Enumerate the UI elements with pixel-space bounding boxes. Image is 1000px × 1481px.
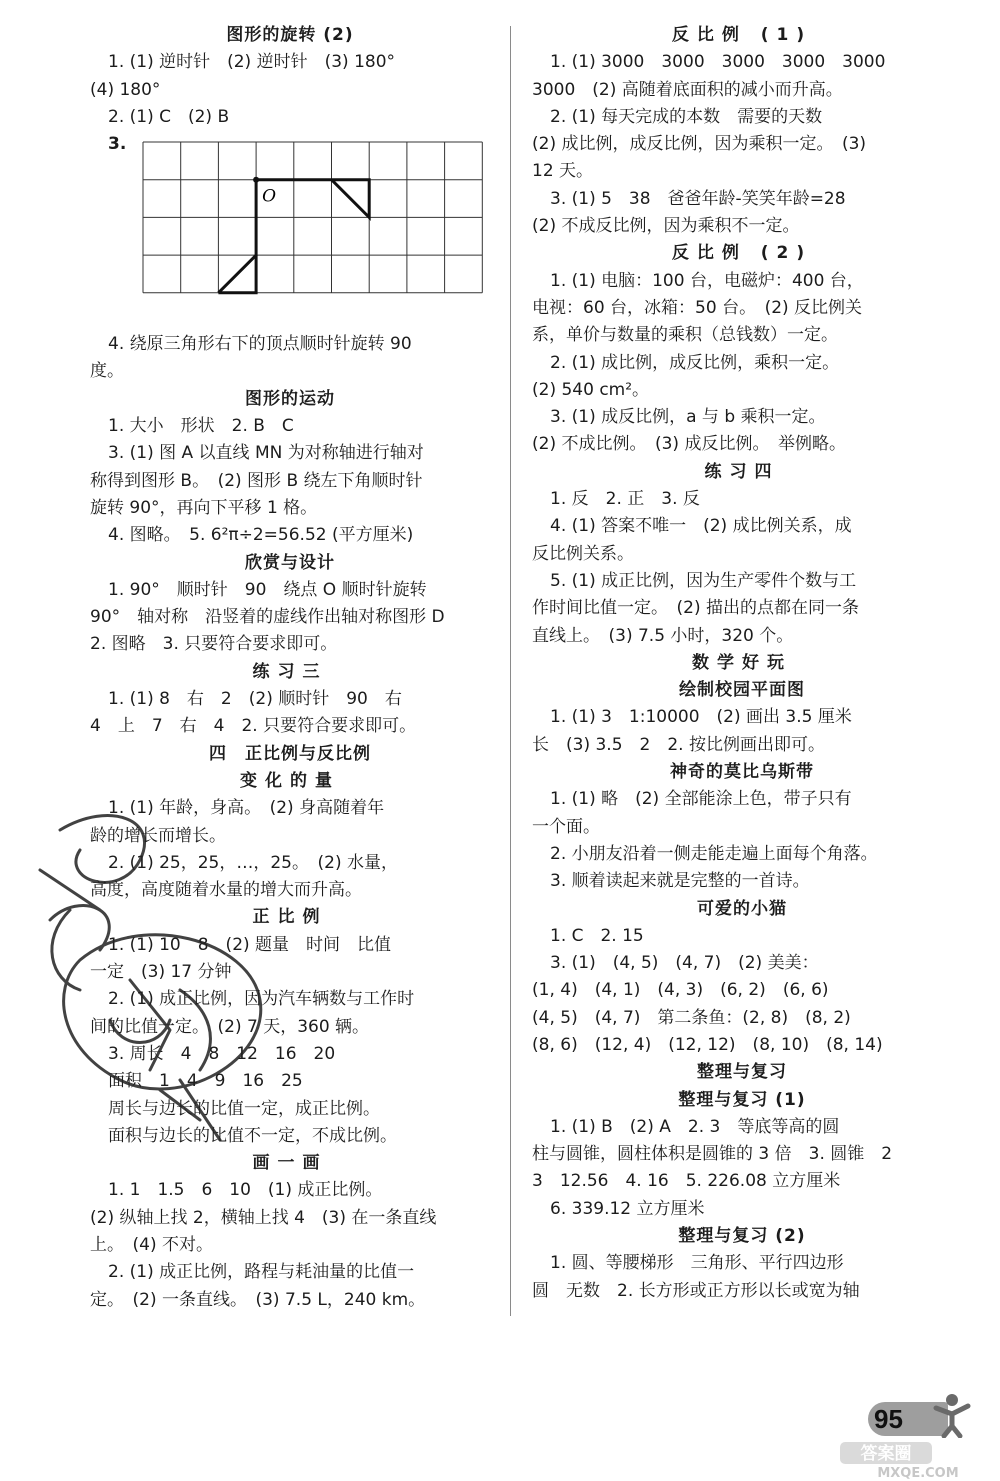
answer-line: 2. (1) 成正比例，路程与耗油量的比值一 — [108, 1262, 415, 1283]
answer-line-continued: (2) 不成反比例，因为乘积不一定。 — [532, 216, 800, 237]
answer-line: 3. (1) 图 A 以直线 MN 为对称轴进行轴对 — [108, 443, 424, 464]
section-heading: 反比例 (1) — [671, 25, 813, 45]
answer-line: 面积与边长的比值不一定，不成比例。 — [108, 1125, 397, 1146]
answer-line: 2. (1) 成比例，成反比例，乘积一定。 — [550, 352, 840, 373]
answer-line: 1. (1) B (2) A 2. 3 等底等高的圆 — [550, 1116, 840, 1137]
answer-line: 1. 圆、等腰梯形 三角形、平行四边形 — [550, 1253, 844, 1274]
stamp-text: 答案圈 — [860, 1444, 912, 1464]
answer-line-continued: 3000 (2) 高随着底面积的减小而升高。 — [532, 79, 843, 100]
answer-line: 2. (1) C (2) B — [108, 106, 230, 127]
answer-line-continued: (4) 180° — [90, 79, 161, 100]
answer-line: 2. (1) 每天完成的本数 需要的天数 — [550, 106, 823, 127]
section-heading: 画一画 — [252, 1153, 328, 1174]
section-heading: 反比例 (2) — [671, 243, 813, 264]
answer-line: 1. (1) 电脑：100 台，电磁炉：400 台， — [550, 270, 864, 291]
answer-line-continued: 直线上。 (3) 7.5 小时，320 个。 — [532, 625, 794, 646]
answer-line-continued: 一定 (3) 17 分钟 — [90, 962, 232, 983]
answer-line: 5. (1) 成正比例，因为生产零件个数与工 — [550, 570, 857, 591]
column-divider — [510, 26, 511, 1316]
section-heading: 练习三 — [252, 661, 328, 682]
mascot-icon — [932, 1392, 972, 1438]
section-heading: 整理与复习 (2) — [678, 1226, 806, 1247]
answer-line-continued: (2) 不成比例。 (3) 成反比例。 举例略。 — [532, 434, 846, 455]
answer-line: 1. C 2. 15 — [550, 925, 644, 946]
answer-line-continued: 一个面。 — [532, 816, 600, 837]
section-heading: 图形的旋转 (2) — [226, 25, 354, 45]
answer-line-continued: 电视：60 台，冰箱：50 台。 (2) 反比例关 — [532, 297, 863, 318]
watermark-logo-icon — [838, 1440, 998, 1480]
answer-line-continued: 龄的增长而增长。 — [90, 825, 226, 846]
answer-line-continued: 作时间比值一定。 (2) 描出的点都在同一条 — [532, 598, 859, 619]
answer-line-continued: (1, 4) (4, 1) (4, 3) (6, 2) (6, 6) — [532, 980, 829, 1001]
answer-line: 3. (1) (4, 5) (4, 7) (2) 美美： — [550, 953, 819, 974]
point-label-o: O — [262, 186, 277, 207]
answer-line-continued: 度。 — [90, 361, 124, 382]
answer-line-continued: 圆 无数 2. 长方形或正方形以长或宽为轴 — [532, 1280, 860, 1301]
section-heading: 数学好玩 — [692, 652, 792, 673]
answer-line-continued: 4 上 7 右 4 2. 只要符合要求即可。 — [90, 716, 417, 737]
section-heading: 练习四 — [704, 461, 780, 482]
answer-line: 1. 1 1.5 6 10 (1) 成正比例。 — [108, 1180, 383, 1201]
answer-line: 6. 339.12 立方厘米 — [550, 1198, 705, 1219]
answer-line-continued: 90° 轴对称 沿竖着的虚线作出轴对称图形 D — [90, 607, 445, 628]
answer-line: 4. 绕原三角形右下的顶点顺时针旋转 90 — [108, 334, 412, 355]
answer-line-continued: 柱与圆锥，圆柱体积是圆锥的 3 倍 3. 圆锥 2 — [532, 1144, 893, 1165]
watermark-text: MXQE.COM — [877, 1466, 959, 1480]
section-heading: 可爱的小猫 — [697, 898, 787, 919]
answer-line-continued: 旋转 90°，再向下平移 1 格。 — [90, 497, 318, 518]
page-number: 95 — [874, 1404, 903, 1434]
right-column — [532, 22, 952, 1305]
answer-line-continued: (4, 5) (4, 7) 第二条鱼：(2, 8) (8, 2) — [532, 1007, 851, 1028]
answer-line: 1. (1) 8 右 2 (2) 顺时针 90 右 — [108, 689, 402, 710]
answer-line: 3. 顺着读起来就是完整的一首诗。 — [550, 871, 810, 892]
square-grid — [142, 141, 484, 295]
answer-line-continued: 称得到图形 B。 (2) 图形 B 绕左下角顺时针 — [90, 470, 423, 491]
answer-line-continued: 高度，高度随着水量的增大而升高。 — [90, 880, 362, 901]
answer-line: 2. (1) 成正比例，因为汽车辆数与工作时 — [108, 989, 415, 1010]
answer-line: 3. (1) 成反比例，a 与 b 乘积一定。 — [550, 407, 826, 428]
answer-line-continued: 12 天。 — [532, 161, 594, 182]
answer-line: 1. (1) 3 1:10000 (2) 画出 3.5 厘米 — [550, 707, 852, 728]
answer-line-continued: 反比例关系。 — [532, 543, 634, 564]
answer-line-continued: (2) 纵轴上找 2，横轴上找 4 (3) 在一条直线 — [90, 1207, 437, 1228]
answer-line: 4. 图略。 5. 6²π÷2=56.52 (平方厘米) — [108, 525, 414, 546]
answer-line-continued: 2. 图略 3. 只要符合要求即可。 — [90, 634, 338, 655]
answer-line: 1. (1) 年龄，身高。 (2) 身高随着年 — [108, 798, 385, 819]
answer-line: 2. 小朋友沿着一侧走能走遍上面每个角落。 — [550, 843, 878, 864]
answer-line-continued: 上。 (4) 不对。 — [90, 1234, 213, 1255]
section-heading: 图形的运动 — [245, 388, 335, 409]
answer-line: 4. (1) 答案不唯一 (2) 成比例关系，成 — [550, 516, 852, 537]
answer-line: 1. (1) 略 (2) 全部能涂上色，带子只有 — [550, 789, 852, 810]
answer-line: 1. (1) 10 8 (2) 题量 时间 比值 — [108, 934, 392, 955]
answer-line: 2. (1) 25，25，…，25。 (2) 水量， — [108, 852, 398, 873]
answer-line: 周长与边长的比值一定，成正比例。 — [108, 1098, 380, 1119]
answer-line-continued: (2) 540 cm²。 — [532, 379, 650, 400]
answer-line-continued: 定。 (2) 一条直线。 (3) 7.5 L，240 km。 — [90, 1289, 426, 1310]
answer-line: 1. 大小 形状 2. B C — [108, 416, 294, 437]
answer-line: 3. (1) 5 38 爸爸年龄-笑笑年龄=28 — [550, 188, 846, 209]
section-heading: 整理与复习 (1) — [678, 1089, 806, 1110]
answer-line: 3. 周长 4 8 12 16 20 — [108, 1043, 336, 1064]
answer-line-continued: 3 12.56 4. 16 5. 226.08 立方厘米 — [532, 1171, 841, 1192]
answer-line: 1. (1) 3000 3000 3000 3000 3000 — [550, 52, 886, 73]
answer-line: 1. 反 2. 正 3. 反 — [550, 489, 700, 510]
section-heading: 绘制校园平面图 — [679, 680, 805, 701]
section-heading: 欣赏与设计 — [245, 552, 335, 573]
section-heading: 四 正比例与反比例 — [209, 743, 371, 764]
answer-line-continued: 系，单价与数量的乘积（总钱数）一定。 — [532, 325, 838, 346]
answer-line: 面积 1 4 9 16 25 — [108, 1071, 303, 1092]
answer-line-continued: 长 (3) 3.5 2 2. 按比例画出即可。 — [532, 734, 825, 755]
answer-line: 1. 90° 顺时针 90 绕点 O 顺时针旋转 — [108, 579, 427, 600]
answer-line: 1. (1) 逆时针 (2) 逆时针 (3) 180° — [108, 52, 396, 73]
section-heading: 整理与复习 — [697, 1062, 787, 1083]
answer-line-continued: (2) 成比例，成反比例，因为乘积一定。 (3) — [532, 134, 867, 155]
rotation-grid-figure — [90, 131, 490, 331]
section-heading: 神奇的莫比乌斯带 — [670, 762, 814, 783]
question-number: 3. — [108, 134, 127, 155]
left-column — [90, 22, 490, 1314]
section-heading: 正比例 — [252, 907, 328, 928]
answer-line-continued: 间的比值一定。 (2) 7 天，360 辆。 — [90, 1016, 370, 1037]
rotation-center-point — [253, 177, 259, 183]
section-heading: 变化的量 — [240, 770, 340, 791]
answer-line-continued: (8, 6) (12, 4) (12, 12) (8, 10) (8, 14) — [532, 1034, 883, 1055]
